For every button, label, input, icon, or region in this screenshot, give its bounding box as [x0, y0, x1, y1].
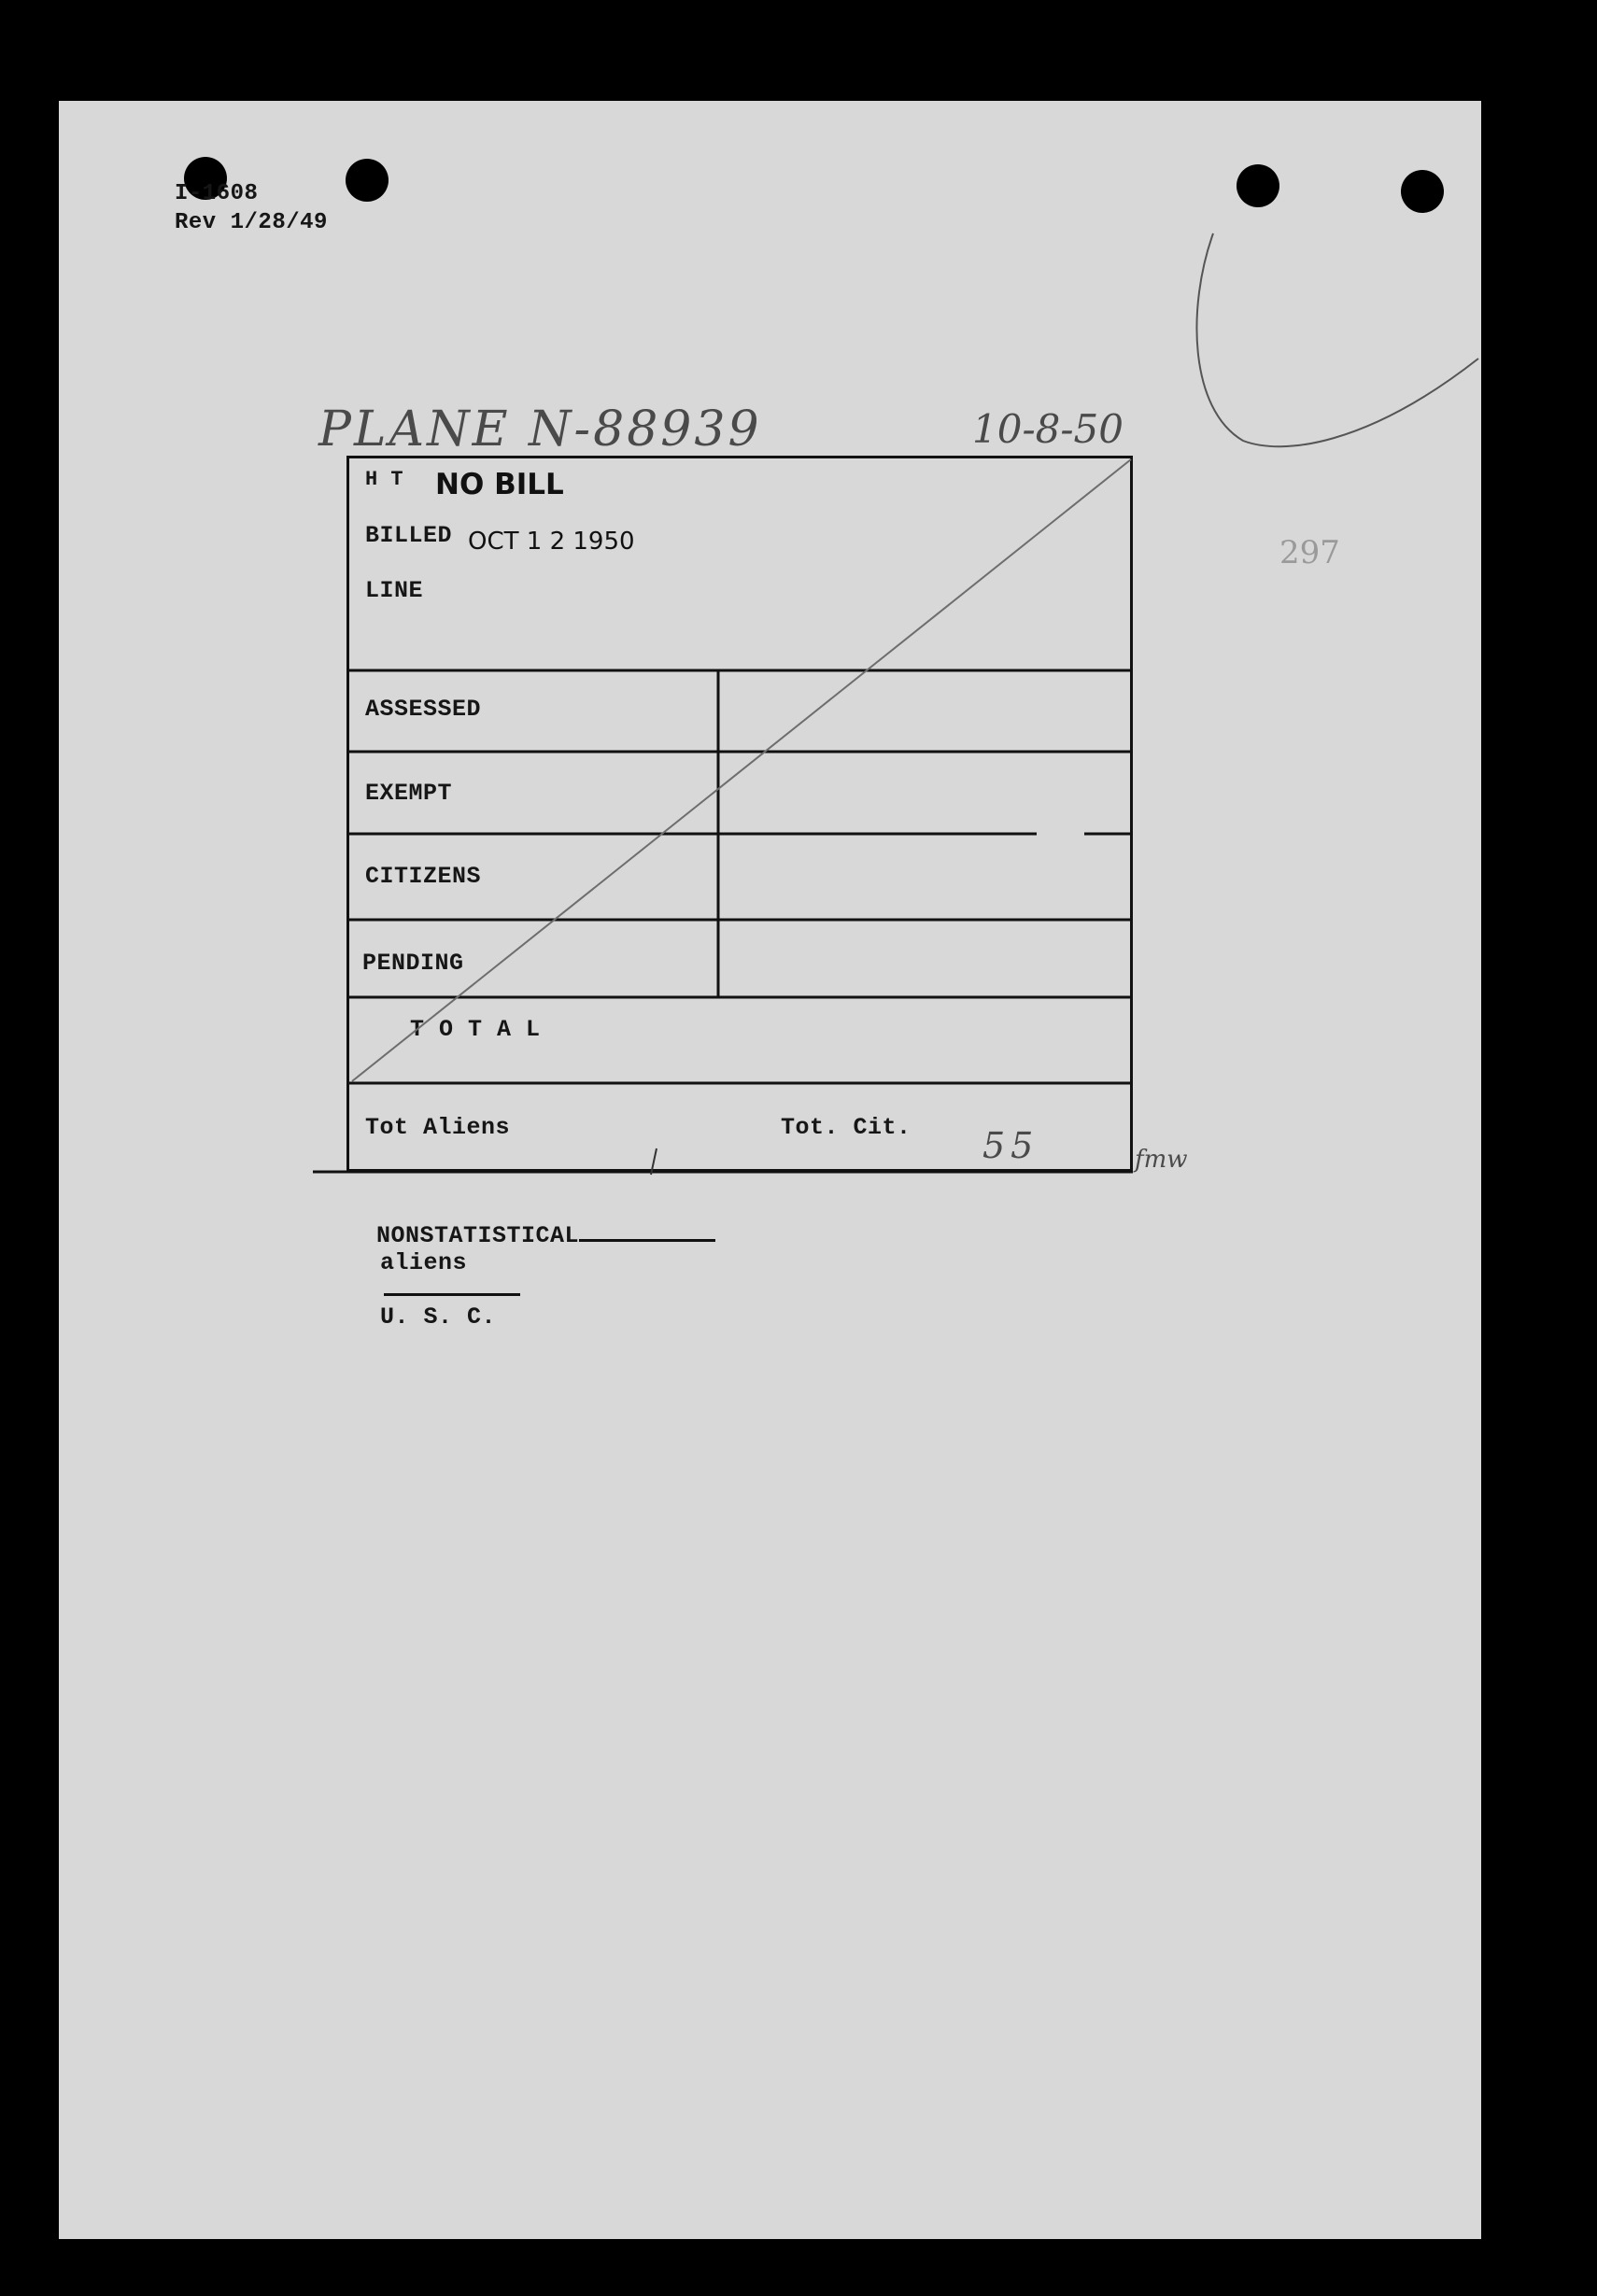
page-number-stamp: 297 [1279, 534, 1340, 571]
handwritten-vessel: PLANE N-88939 [318, 401, 762, 458]
ht-label: H T [365, 468, 404, 491]
tot-cit-label: Tot. Cit. [781, 1114, 912, 1141]
pencil-curve [1196, 233, 1478, 446]
handwritten-initials: fmw [1135, 1146, 1188, 1174]
row-label-exempt: EXEMPT [365, 780, 453, 807]
row-label-assessed: ASSESSED [365, 696, 482, 723]
nonstatistical-label: NONSTATISTICAL [376, 1222, 580, 1249]
form-lines [59, 101, 1481, 2239]
total-label: T O T A L [410, 1016, 541, 1043]
line-label: LINE [365, 577, 424, 604]
row-label-citizens: CITIZENS [365, 863, 482, 890]
aliens-label: aliens [380, 1249, 468, 1276]
tot-aliens-label: Tot Aliens [365, 1114, 511, 1141]
usc-label: U. S. C. [380, 1303, 497, 1331]
pencil-strike-through [352, 459, 1131, 1081]
form-revision: Rev 1/28/49 [175, 210, 328, 235]
handwritten-tot-cit-value: 55 [982, 1125, 1039, 1166]
handwritten-date: 10-8-50 [972, 406, 1124, 452]
form-number: I-1608 [175, 181, 259, 206]
no-bill-stamp: NO BILL [435, 468, 564, 501]
billed-date-stamp: OCT 1 2 1950 [468, 528, 635, 556]
form-page [59, 101, 1481, 2239]
row-label-pending: PENDING [362, 950, 464, 977]
billed-label: BILLED [365, 522, 453, 549]
